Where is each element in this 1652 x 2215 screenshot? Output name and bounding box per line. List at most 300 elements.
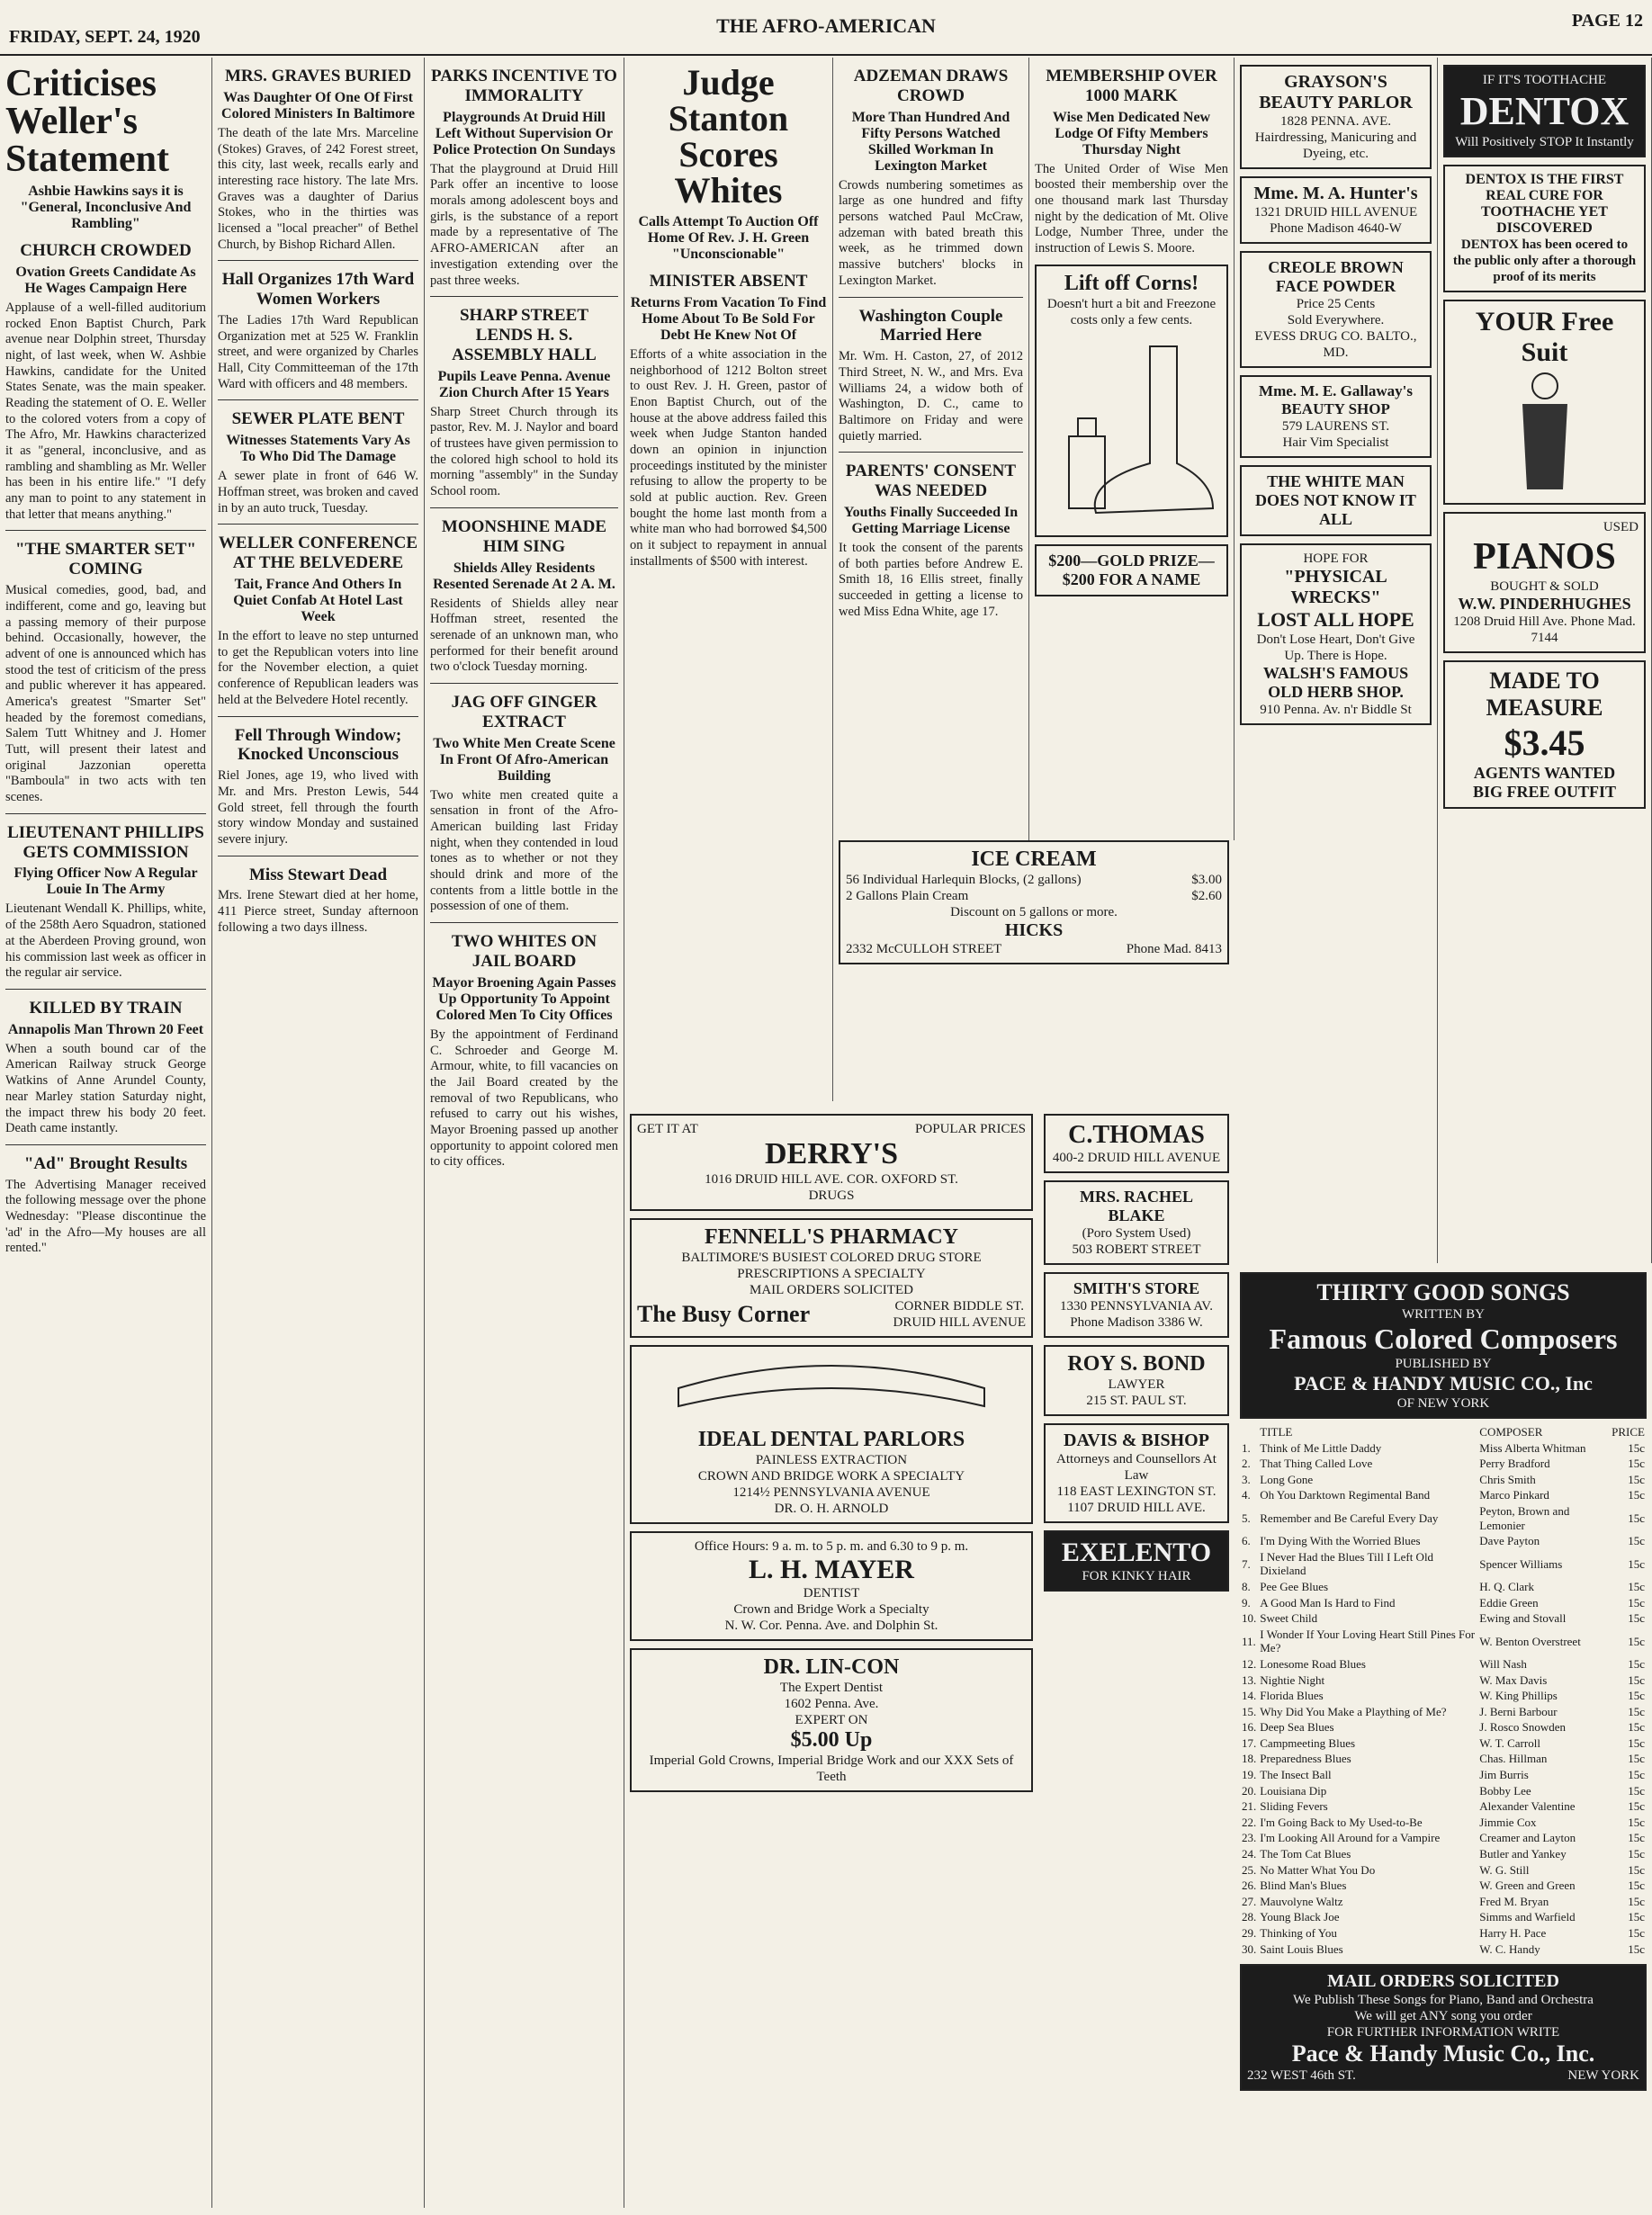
song-composer: Creamer and Layton bbox=[1479, 1831, 1576, 1845]
song-number: 24. bbox=[1242, 1847, 1257, 1861]
song-row bbox=[1240, 1533, 1647, 1549]
article-subhead: Two White Men Create Scene In Front Of Afro-American Building bbox=[433, 735, 615, 784]
songs-info: FOR FURTHER INFORMATION WRITE bbox=[1326, 2025, 1560, 2040]
dentox-info bbox=[1443, 165, 1646, 292]
song-row bbox=[1240, 1440, 1647, 1457]
song-composer: W. King Phillips bbox=[1479, 1689, 1558, 1703]
song-title: Why Did You Make a Plaything of Me? bbox=[1260, 1704, 1447, 1718]
dentox-proof: DENTOX has been ocered to the public only after a thorough proof of its merits bbox=[1452, 238, 1637, 284]
song-title: Pee Gee Blues bbox=[1260, 1579, 1329, 1593]
hope-title: "PHYSICAL WRECKS" bbox=[1284, 567, 1387, 607]
song-title: I'm Going Back to My Used-to-Be bbox=[1260, 1815, 1423, 1829]
divider bbox=[839, 297, 1023, 298]
creole-sold: Sold Everywhere. bbox=[1287, 313, 1385, 327]
lincon-price: $5.00 Up bbox=[790, 1728, 873, 1752]
davis-uptown: 1107 DRUID HILL AVE. bbox=[1067, 1501, 1206, 1515]
song-title: Oh You Darktown Regimental Band bbox=[1260, 1488, 1431, 1502]
divider bbox=[218, 524, 418, 525]
song-price: 15c bbox=[1628, 1656, 1645, 1671]
dentox-name: DENTOX bbox=[1459, 89, 1630, 133]
song-row bbox=[1240, 1579, 1647, 1595]
song-row bbox=[1240, 1704, 1647, 1720]
lincon-expert: EXPERT ON bbox=[795, 1713, 868, 1727]
derrys-ad bbox=[630, 1114, 1033, 1211]
icecream-item: 56 Individual Harlequin Blocks, (2 gallons) bbox=[846, 873, 1082, 887]
song-price: 15c bbox=[1628, 1926, 1645, 1940]
song-price: 15c bbox=[1628, 1735, 1645, 1750]
prize-title: $200—GOLD PRIZE—$200 FOR A NAME bbox=[1048, 551, 1215, 588]
song-row bbox=[1240, 1751, 1647, 1767]
icecream-price: $3.00 bbox=[1191, 873, 1222, 887]
busy-address: DRUID HILL AVENUE bbox=[893, 1315, 1026, 1330]
song-price: 15c bbox=[1628, 1595, 1645, 1610]
song-title: I'm Dying With the Worried Blues bbox=[1260, 1534, 1421, 1548]
davis-sub: Attorneys and Counsellors At Law bbox=[1056, 1452, 1217, 1483]
song-row bbox=[1240, 1503, 1647, 1533]
song-composer: Simms and Warfield bbox=[1479, 1910, 1576, 1924]
mayer-line: Crown and Bridge Work a Specialty bbox=[733, 1602, 929, 1617]
song-title: Blind Man's Blues bbox=[1260, 1879, 1347, 1893]
song-number: 9. bbox=[1242, 1595, 1251, 1610]
song-composer: W. Green and Green bbox=[1479, 1879, 1576, 1893]
song-number: 28. bbox=[1242, 1910, 1257, 1924]
bond-sub: LAWYER bbox=[1108, 1377, 1165, 1392]
song-price: 15c bbox=[1628, 1472, 1645, 1486]
paper-name: THE AFRO-AMERICAN bbox=[716, 14, 936, 37]
gallaway-name: Mme. M. E. Gallaway's BEAUTY SHOP bbox=[1259, 382, 1413, 417]
mayer-sub: DENTIST bbox=[803, 1586, 860, 1601]
song-composer: H. Q. Clark bbox=[1479, 1579, 1534, 1593]
song-number: 20. bbox=[1242, 1783, 1257, 1798]
article-subhead: Witnesses Statements Vary As To Who Did The Damage bbox=[226, 433, 410, 465]
derrys-tag: GET IT AT bbox=[637, 1122, 698, 1136]
song-row bbox=[1240, 1925, 1647, 1941]
whiteman-title: THE WHITE MAN DOES NOT KNOW IT ALL bbox=[1255, 472, 1416, 528]
column-6 bbox=[1029, 58, 1235, 840]
corns-ad bbox=[1035, 265, 1228, 537]
article-body: Mrs. Irene Stewart died at her home, 411 Pierce street, Sunday afternoon following a two days illness. bbox=[218, 888, 418, 935]
mayer-name: L. H. MAYER bbox=[749, 1555, 914, 1584]
song-number: 13. bbox=[1242, 1672, 1257, 1687]
article-subhead: Pupils Leave Penna. Avenue Zion Church After 15 Years bbox=[437, 368, 611, 400]
song-composer: W. Benton Overstreet bbox=[1479, 1634, 1581, 1648]
article-body: Residents of Shields alley near Hoffman street, resented the serenade of an unknown man, who performed for their benefit around two o'clock Tuesday morning. bbox=[430, 596, 618, 675]
walsh-address: 910 Penna. Av. n'r Biddle St bbox=[1260, 703, 1412, 717]
gallaway-sub: Hair Vim Specialist bbox=[1282, 435, 1389, 450]
measure-outfit: BIG FREE OUTFIT bbox=[1472, 783, 1617, 801]
song-number: 25. bbox=[1242, 1862, 1257, 1877]
davis-address: 118 EAST LEXINGTON ST. bbox=[1056, 1484, 1217, 1499]
song-price: 15c bbox=[1628, 1768, 1645, 1782]
foot-bottle-icon bbox=[1042, 328, 1222, 526]
song-composer: Fred M. Bryan bbox=[1479, 1894, 1549, 1908]
article-body: That the playground at Druid Hill Park offer an incentive to loose morals among adolescent boys and girls, is the substance of a report made by a representative of The AFRO-AMERICAN after an investigation extending over the past three weeks. bbox=[430, 161, 618, 288]
pianos-address: 1208 Druid Hill Ave. Phone Mad. 7144 bbox=[1453, 614, 1636, 645]
walsh-name: WALSH'S FAMOUS OLD HERB SHOP. bbox=[1262, 664, 1409, 701]
article-heading: Fell Through Window; Knocked Unconscious bbox=[234, 725, 402, 765]
song-row bbox=[1240, 1878, 1647, 1894]
smith-address: 1330 PENNSYLVANIA AV. bbox=[1060, 1299, 1213, 1314]
article-heading: Washington Couple Married Here bbox=[858, 306, 1003, 345]
thomas-name: C.THOMAS bbox=[1068, 1121, 1205, 1149]
song-row bbox=[1240, 1627, 1647, 1656]
creole-ad bbox=[1240, 251, 1432, 368]
song-price: 15c bbox=[1628, 1879, 1645, 1893]
column-8 bbox=[1438, 58, 1652, 1263]
song-title: I Wonder If Your Loving Heart Still Pines For Me? bbox=[1260, 1627, 1476, 1655]
divider bbox=[5, 530, 206, 531]
measure-agents: AGENTS WANTED bbox=[1473, 764, 1616, 782]
prize-ad bbox=[1035, 544, 1228, 596]
song-row bbox=[1240, 1610, 1647, 1627]
article-subhead: Wise Men Dedicated New Lodge Of Fifty Members Thursday Night bbox=[1052, 109, 1211, 157]
songs-company: Pace & Handy Music Co., Inc. bbox=[1291, 2040, 1595, 2067]
article-body: Efforts of a white association in the neighborhood of 1212 Bolton street to oust Rev. J. H. Green, pastor of Enon Baptist Church, out of the house at the above address failed this week when Judge Stanton handed down an opinion in injunction proceedings instituted by the minister refusing to allow the property to be sold at public auction. Rev. Green bought the home last month from a white man who had borrowed $4,500 on it subject to repayment in annual installments of $500 with interest. bbox=[630, 346, 827, 569]
article-heading: PARENTS' CONSENT WAS NEEDED bbox=[845, 462, 1017, 501]
divider bbox=[5, 989, 206, 990]
article-subhead: Was Daughter Of One Of First Colored Ministers In Baltimore bbox=[221, 89, 415, 121]
song-number: 4. bbox=[1242, 1488, 1251, 1502]
song-number: 11. bbox=[1242, 1634, 1256, 1648]
song-number: 30. bbox=[1242, 1941, 1257, 1956]
hunter-phone: Phone Madison 4640-W bbox=[1270, 221, 1402, 236]
pianos-ad bbox=[1443, 512, 1646, 653]
song-composer: Bobby Lee bbox=[1479, 1783, 1531, 1798]
song-number: 21. bbox=[1242, 1799, 1257, 1814]
song-composer: Ewing and Stovall bbox=[1479, 1611, 1567, 1626]
dentox-sub: Will Positively STOP It Instantly bbox=[1455, 135, 1634, 149]
song-composer: Chas. Hillman bbox=[1479, 1752, 1548, 1766]
thomas-address: 400-2 DRUID HILL AVENUE bbox=[1052, 1151, 1221, 1165]
article-heading: MRS. GRAVES BURIED bbox=[224, 67, 412, 85]
article-subhead: Tait, France And Others In Quiet Confab At Hotel Last Week bbox=[233, 577, 403, 625]
article-heading: Hall Organizes 17th Ward Women Workers bbox=[221, 270, 415, 309]
deck: Ovation Greets Candidate As He Wages Campaign Here bbox=[15, 264, 196, 296]
song-composer: Alexander Valentine bbox=[1479, 1799, 1576, 1814]
article-heading: MOONSHINE MADE HIM SING bbox=[441, 516, 607, 556]
songs-title: THIRTY GOOD SONGS bbox=[1316, 1279, 1570, 1305]
mayer-address: N. W. Cor. Penna. Ave. and Dolphin St. bbox=[724, 1619, 938, 1633]
hope-ad bbox=[1240, 543, 1432, 725]
song-composer: Perry Bradford bbox=[1479, 1457, 1550, 1471]
ads-lower-middle bbox=[624, 1107, 1038, 2204]
blake-ad bbox=[1044, 1180, 1229, 1265]
deck: MINISTER ABSENT bbox=[649, 272, 808, 291]
pianos-name: W.W. PINDERHUGHES bbox=[1458, 595, 1631, 613]
song-title: Deep Sea Blues bbox=[1260, 1720, 1334, 1735]
dentox-claim: DENTOX IS THE FIRST REAL CURE FOR TOOTHACHE YET DISCOVERED bbox=[1465, 172, 1624, 236]
song-title: A Good Man Is Hard to Find bbox=[1260, 1595, 1396, 1610]
article-body: By the appointment of Ferdinand C. Schroeder and George M. Armour, white, to fill vacancies on the Jail Board created by the removal of two Republicans, who refused to carry out his wishes, Mayor Broening passed up another opportunity to appoint colored men to city offices. bbox=[430, 1027, 618, 1170]
hunter-ad bbox=[1240, 176, 1432, 244]
article-body: When a south bound car of the American Railway struck George Watkins of Anne Arundel County, near Marley station Saturday night, the impact threw his body 20 feet. Death came instantly. bbox=[5, 1041, 206, 1136]
hope-lost: LOST ALL HOPE bbox=[1257, 608, 1414, 631]
song-composer: Will Nash bbox=[1479, 1656, 1527, 1671]
article-body: Sharp Street Church through its pastor, Rev. M. J. Naylor and board of trustees have given permission to the colored high school to hold its morning "assembly" in the Sunday School room. bbox=[430, 404, 618, 499]
article-heading: MEMBERSHIP OVER 1000 MARK bbox=[1046, 67, 1217, 105]
fennell-mail: MAIL ORDERS SOLICITED bbox=[750, 1283, 913, 1297]
divider bbox=[430, 507, 618, 508]
blake-address: 503 ROBERT STREET bbox=[1072, 1242, 1201, 1257]
song-title: Thinking of You bbox=[1260, 1926, 1337, 1940]
article-body: The United Order of Wise Men boosted their membership over the one thousand mark last Thursday night by the dedication of Mt. Olive Lodge, Number Three, under the instruction of Lewis S. Moore. bbox=[1035, 161, 1228, 256]
hicks-address: 2332 McCULLOH STREET bbox=[846, 942, 1002, 956]
icecream-title: ICE CREAM bbox=[971, 847, 1097, 871]
issue-date: FRIDAY, SEPT. 24, 1920 bbox=[9, 27, 201, 47]
song-composer: Harry H. Pace bbox=[1479, 1926, 1547, 1940]
song-row bbox=[1240, 1767, 1647, 1783]
smith-phone: Phone Madison 3386 W. bbox=[1070, 1315, 1203, 1330]
song-number: 14. bbox=[1242, 1689, 1257, 1703]
song-title: Long Gone bbox=[1260, 1472, 1314, 1486]
song-number: 12. bbox=[1242, 1656, 1257, 1671]
song-number: 26. bbox=[1242, 1879, 1257, 1893]
song-price: 15c bbox=[1628, 1634, 1645, 1648]
song-row bbox=[1240, 1456, 1647, 1472]
headline-weller: Criticises Weller's Statement bbox=[5, 63, 169, 180]
article-body: The Advertising Manager received the following message over the phone Wednesday: "Please discontinue the 'ad' in the Afro—My houses are all rented." bbox=[5, 1177, 206, 1256]
blake-sub: (Poro System Used) bbox=[1082, 1226, 1191, 1241]
icecream-block bbox=[833, 840, 1235, 966]
song-number: 8. bbox=[1242, 1579, 1251, 1593]
measure-title: MADE TO MEASURE bbox=[1486, 668, 1603, 721]
songs-mail3: We will get ANY song you order bbox=[1354, 2009, 1532, 2024]
whiteman-ad bbox=[1240, 465, 1432, 536]
article-subhead: Mayor Broening Again Passes Up Opportunity To Appoint Colored Men To City Offices bbox=[432, 974, 616, 1023]
smith-ad bbox=[1044, 1272, 1229, 1338]
song-row bbox=[1240, 1846, 1647, 1862]
dentox-ad bbox=[1443, 65, 1646, 157]
dental-sub: PAINLESS EXTRACTION bbox=[755, 1453, 908, 1467]
songs-mail2: We Publish These Songs for Piano, Band and Orchestra bbox=[1293, 1993, 1594, 2008]
song-number: 23. bbox=[1242, 1831, 1257, 1845]
article-body: The Ladies 17th Ward Republican Organization met at 525 W. Franklin street, and were organized by Charles Hall, City Committeeman of the 17th Ward with officers and 48 members. bbox=[218, 313, 418, 391]
song-number: 19. bbox=[1242, 1768, 1257, 1782]
dental-ad bbox=[630, 1345, 1033, 1524]
song-price: 15c bbox=[1628, 1511, 1645, 1525]
song-title: Sweet Child bbox=[1260, 1611, 1318, 1626]
pianos-sub: BOUGHT & SOLD bbox=[1490, 579, 1599, 594]
song-number: 15. bbox=[1242, 1704, 1257, 1718]
song-composer: J. Berni Barbour bbox=[1479, 1704, 1558, 1718]
hope-label: HOPE FOR bbox=[1303, 552, 1369, 566]
song-price: 15c bbox=[1628, 1534, 1645, 1548]
derrys-drugs: DRUGS bbox=[808, 1188, 855, 1203]
song-row bbox=[1240, 1595, 1647, 1611]
song-row bbox=[1240, 1798, 1647, 1815]
song-number: 1. bbox=[1242, 1440, 1251, 1455]
hicks-phone: Phone Mad. 8413 bbox=[1126, 942, 1222, 956]
article-heading: Miss Stewart Dead bbox=[248, 865, 388, 884]
hicks-name: HICKS bbox=[1004, 920, 1064, 940]
divider bbox=[839, 452, 1023, 453]
song-price: 15c bbox=[1628, 1611, 1645, 1626]
song-price: 15c bbox=[1628, 1752, 1645, 1766]
songs-publisher: PACE & HANDY MUSIC CO., Inc bbox=[1294, 1372, 1593, 1394]
divider bbox=[5, 813, 206, 814]
article-body: Musical comedies, good, bad, and indifferent, come and go, leaving but a passing memory of their purpose behind. Occasionally, however, the advent of one is announced which has stood the test of criticism of the press and public wherever it has appeared. America's greatest "Smarter Set" headed by the foremost comedians, Salem Tutt Whitney and J. Homer Tutt, will present their latest and original Jazzonian operetta "Bamboula" in two acts with ten scenes. bbox=[5, 583, 206, 805]
song-row bbox=[1240, 1815, 1647, 1831]
song-composer: W. C. Handy bbox=[1479, 1941, 1540, 1956]
song-composer: Spencer Williams bbox=[1479, 1556, 1563, 1571]
song-title: Think of Me Little Daddy bbox=[1260, 1440, 1382, 1455]
song-price: 15c bbox=[1628, 1488, 1645, 1502]
song-price: 15c bbox=[1628, 1862, 1645, 1877]
song-price: 15c bbox=[1628, 1831, 1645, 1845]
song-title: Florida Blues bbox=[1260, 1689, 1324, 1703]
creole-company: EVESS DRUG CO. BALTO., MD. bbox=[1254, 329, 1417, 360]
article-subhead: Flying Officer Now A Regular Louie In The Army bbox=[13, 865, 198, 898]
song-price: 15c bbox=[1628, 1720, 1645, 1735]
icecream-ad bbox=[839, 840, 1229, 964]
song-price: 15c bbox=[1628, 1672, 1645, 1687]
bond-name: ROY S. BOND bbox=[1067, 1352, 1206, 1376]
dentures-icon bbox=[669, 1352, 993, 1424]
divider bbox=[430, 922, 618, 923]
deck: Calls Attempt To Auction Off Home Of Rev. J. H. Green "Unconscionable" bbox=[638, 214, 819, 262]
song-row bbox=[1240, 1862, 1647, 1879]
song-row bbox=[1240, 1688, 1647, 1704]
song-number: 16. bbox=[1242, 1720, 1257, 1735]
song-number: 27. bbox=[1242, 1894, 1257, 1908]
article-body: Mr. Wm. H. Caston, 27, of 2012 Third Street, N. W., and Mrs. Eva Williams 24, a widow both of Washington, D. C., came to Baltimore on Friday and were quietly married. bbox=[839, 349, 1023, 444]
masthead-rule bbox=[0, 54, 1652, 56]
song-number: 10. bbox=[1242, 1611, 1257, 1626]
article-body: Crowds numbering sometimes as large as one hundred and fifty persons watched Paul McCraw, adzeman with bated breath this week, as he trimmed down massive butchers' blocks in Lexington Market. bbox=[839, 177, 1023, 288]
grayson-sub: Hairdressing, Manicuring and Dyeing, etc. bbox=[1254, 130, 1417, 161]
songs-company-city: NEW YORK bbox=[1567, 2068, 1639, 2084]
song-composer: Miss Alberta Whitman bbox=[1479, 1440, 1586, 1455]
song-row bbox=[1240, 1656, 1647, 1672]
article-heading: "THE SMARTER SET" COMING bbox=[15, 540, 196, 579]
song-price: 15c bbox=[1628, 1894, 1645, 1908]
song-price: 15c bbox=[1628, 1783, 1645, 1798]
song-composer: Eddie Green bbox=[1479, 1595, 1539, 1610]
song-row bbox=[1240, 1672, 1647, 1689]
pianos-used: USED bbox=[1603, 520, 1639, 534]
divider bbox=[430, 683, 618, 684]
icecream-price: $2.60 bbox=[1191, 889, 1222, 903]
songs-mail: MAIL ORDERS SOLICITED bbox=[1327, 1971, 1559, 1992]
gallaway-address: 579 LAURENS ST. bbox=[1281, 419, 1390, 434]
song-title: Preparedness Blues bbox=[1260, 1752, 1351, 1766]
song-row bbox=[1240, 1941, 1647, 1958]
corns-sub: Doesn't hurt a bit and Freezone costs only a few cents. bbox=[1046, 296, 1217, 327]
divider bbox=[218, 716, 418, 717]
article-body: It took the consent of the parents of both parties before Andrew E. Smith 18, 16 Ellis street, finally succeeded in getting a license to wed Miss Edna White, age 17. bbox=[839, 541, 1023, 619]
blake-name: MRS. RACHEL BLAKE bbox=[1079, 1188, 1193, 1224]
column-7 bbox=[1235, 58, 1438, 1263]
article-subhead: Shields Alley Residents Resented Serenade At 2 A. M. bbox=[433, 560, 615, 592]
derrys-name: DERRY'S bbox=[764, 1137, 899, 1170]
song-number: 22. bbox=[1242, 1815, 1257, 1829]
song-price: 15c bbox=[1628, 1689, 1645, 1703]
song-composer: Chris Smith bbox=[1479, 1472, 1536, 1486]
song-composer: Jimmie Cox bbox=[1479, 1815, 1537, 1829]
dentox-top: IF IT'S TOOTHACHE bbox=[1482, 73, 1607, 87]
song-price: 15c bbox=[1628, 1457, 1645, 1471]
busy-corner: The Busy Corner bbox=[637, 1301, 811, 1327]
ads-col6-lower bbox=[1038, 1107, 1235, 2204]
derrys-address: 1016 DRUID HILL AVE. COR. OXFORD ST. bbox=[705, 1172, 958, 1187]
exelento-ad bbox=[1044, 1530, 1229, 1592]
fennell-ad bbox=[630, 1218, 1033, 1338]
exelento-name: EXELENTO bbox=[1061, 1538, 1212, 1567]
article-heading: TWO WHITES ON JAIL BOARD bbox=[451, 932, 597, 971]
song-row bbox=[1240, 1472, 1647, 1488]
smith-name: SMITH'S STORE bbox=[1073, 1279, 1200, 1297]
song-row bbox=[1240, 1909, 1647, 1925]
article-body: Riel Jones, age 19, who lived with Mr. and Mrs. Preston Lewis, 544 Gold street, fell through the fourth story window Monday and sustained severe injury. bbox=[218, 768, 418, 847]
song-number: 17. bbox=[1242, 1735, 1257, 1750]
page-number: PAGE 12 bbox=[1571, 11, 1643, 31]
column-header: PRICE bbox=[1612, 1425, 1645, 1439]
divider bbox=[218, 399, 418, 400]
songs-composers: Famous Colored Composers bbox=[1269, 1323, 1618, 1355]
songs-footer bbox=[1240, 1964, 1647, 2091]
mayer-ad bbox=[630, 1531, 1033, 1641]
column-5 bbox=[833, 58, 1029, 840]
bond-ad bbox=[1044, 1345, 1229, 1416]
suit-title: YOUR Free Suit bbox=[1475, 307, 1614, 367]
hope-text: Don't Lose Heart, Don't Give Up. There is Hope. bbox=[1256, 632, 1415, 663]
article-heading: WELLER CONFERENCE AT THE BELVEDERE bbox=[218, 534, 418, 573]
divider bbox=[430, 296, 618, 297]
divider bbox=[5, 1144, 206, 1145]
songs-block bbox=[1235, 1272, 1652, 2208]
songs-company-address: 232 WEST 46th ST. bbox=[1247, 2068, 1356, 2084]
thomas-ad bbox=[1044, 1114, 1229, 1173]
song-price: 15c bbox=[1628, 1556, 1645, 1571]
masthead bbox=[0, 0, 1652, 56]
divider bbox=[218, 260, 418, 261]
song-row bbox=[1240, 1735, 1647, 1752]
song-price: 15c bbox=[1628, 1799, 1645, 1814]
busy-address: CORNER BIDDLE ST. bbox=[894, 1299, 1024, 1314]
song-composer: Dave Payton bbox=[1479, 1534, 1540, 1548]
fennell-name: FENNELL'S PHARMACY bbox=[704, 1225, 958, 1249]
song-price: 15c bbox=[1628, 1440, 1645, 1455]
mayer-hours: Office Hours: 9 a. m. to 5 p. m. and 6.30 to 9 p. m. bbox=[694, 1539, 969, 1554]
song-composer: W. Max Davis bbox=[1479, 1672, 1548, 1687]
song-number: 2. bbox=[1242, 1457, 1251, 1471]
songs-city: OF NEW YORK bbox=[1396, 1396, 1490, 1411]
song-composer: Marco Pinkard bbox=[1479, 1488, 1549, 1502]
column-2 bbox=[212, 58, 425, 2208]
grayson-name: GRAYSON'S BEAUTY PARLOR bbox=[1259, 72, 1413, 112]
deck: CHURCH CROWDED bbox=[20, 241, 192, 260]
icecream-discount: Discount on 5 gallons or more. bbox=[950, 905, 1118, 919]
song-row bbox=[1240, 1719, 1647, 1735]
article-body: A sewer plate in front of 646 W. Hoffman street, was broken and caved in by an auto truck, Tuesday. bbox=[218, 469, 418, 516]
article-body: Lieutenant Wendall K. Phillips, white, of the 258th Aero Squadron, stationed at the Aberdeen Proving ground, won his commission last week as officer in the regular air service. bbox=[5, 901, 206, 981]
songs-table bbox=[1240, 1424, 1647, 1957]
lincon-name: DR. LIN-CON bbox=[763, 1655, 900, 1679]
song-number: 3. bbox=[1242, 1472, 1251, 1486]
article-heading: JAG OFF GINGER EXTRACT bbox=[451, 692, 597, 731]
fennell-rx: PRESCRIPTIONS A SPECIALTY bbox=[737, 1267, 926, 1281]
song-number: 18. bbox=[1242, 1752, 1257, 1766]
song-row bbox=[1240, 1549, 1647, 1579]
article-body: Applause of a well-filled auditorium rocked Enon Baptist Church, Park avenue near Dolphin street, Thursday night, of last week, when W. Ashbie Hawkins, candidate for the United States Senate, was the main speaker. Reading the statement of O. E. Weller to the colored voters from a copy of The Afro, Mr. Hawkins characterized it as "general, inconclusive, and as rambling and shambling as Mr. Weller has been in his entire life." "I defy any man to point to any statement in that letter that means anything." bbox=[5, 300, 206, 522]
deck: Returns From Vacation To Find Home About To Be Sold For Debt He Knew Not Of bbox=[630, 294, 827, 343]
song-title: Nightie Night bbox=[1260, 1672, 1325, 1687]
man-in-suit-icon bbox=[1509, 368, 1581, 494]
article-heading: ADZEMAN DRAWS CROWD bbox=[853, 67, 1009, 105]
creole-name: CREOLE BROWN FACE POWDER bbox=[1268, 258, 1404, 295]
song-title: Mauvolyne Waltz bbox=[1260, 1894, 1343, 1908]
song-price: 15c bbox=[1628, 1910, 1645, 1924]
